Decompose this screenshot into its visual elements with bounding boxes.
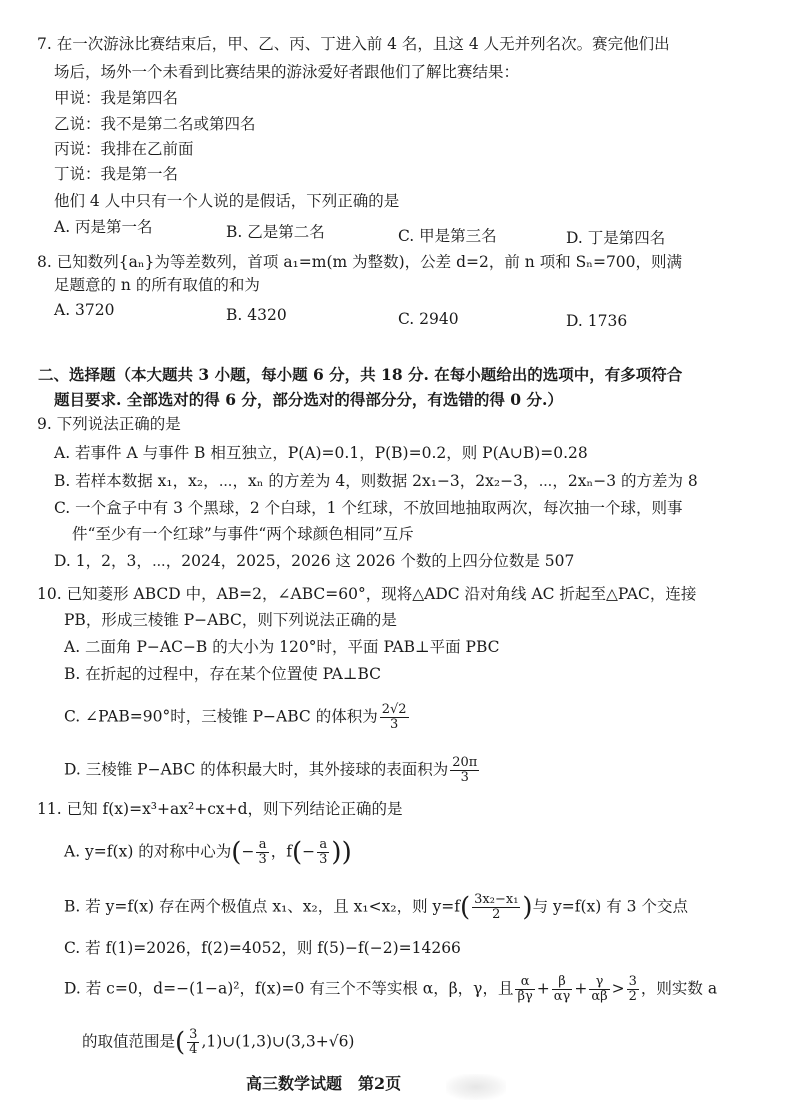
q7-stem-line2: 场后，场外一个未看到比赛结果的游泳爱好者跟他们了解比赛结果： [54,63,520,81]
q10-stem-line2: PB，形成三棱锥 P−ABC，则下列说法正确的是 [64,611,397,629]
q11-option-d-post: ，则实数 a [640,979,718,998]
q11-stem: 11. 已知 f(x)=x³+ax²+cx+d，则下列结论正确的是 [37,800,403,818]
q7-option-b: B. 乙是第二名 [226,223,325,241]
section2-heading-line2: 题目要求. 全部选对的得 6 分，部分选对的得部分分，有选错的得 0 分.） [54,390,563,409]
q7-statement-ding: 丁说：我是第一名 [54,165,179,183]
q11-option-d-line1: D. 若 c=0，d=−(1−a)²，f(x)=0 有三个不等实根 α，β，γ，且 $\frac{\alpha}{\beta\gamma}$ + $\frac{\beta}{\alpha\gamma}$ + $\frac{\gamma}{\alpha\beta}$ > $\frac{3}{2}$ ，则实数 a [64,974,718,1004]
q9-option-c-line1: C. 一个盒子中有 3 个黑球，2 个白球，1 个红球，不放回地抽取两次，每次抽一个球，则事 [54,499,683,517]
q7-statement-jia: 甲说：我是第四名 [54,89,179,107]
q11-option-c: C. 若 f(1)=2026，f(2)=4052，则 f(5)−f(−2)=14266 [64,939,461,957]
q10-option-c [64,703,411,732]
q11-option-a: A. y=f(x) 的对称中心为(− $\frac{a}{3}$ ，f(− $\frac{a}{3}$ )) [64,837,352,868]
right-paren: )) [331,837,352,868]
q7-option-c: C. 甲是第三名 [398,227,497,245]
left-paren: ( [175,1027,186,1058]
q9-option-c-line2: 件“至少有一个红球”与事件“两个球颜色相同”互斥 [72,525,414,543]
q10-option-c-fraction [380,703,409,732]
q8-option-b: B. 4320 [226,306,287,324]
q10-option-d [64,756,481,785]
q11-option-b-text: B. 若 y=f(x) 存在两个极值点 x₁、x₂，且 x₁<x₂，则 y=f [64,897,460,916]
q11-option-d-text: D. 若 c=0，d=−(1−a)²，f(x)=0 有三个不等实根 α，β，γ，且 [64,979,514,998]
q11-option-a-text: A. y=f(x) 的对称中心为 [64,842,232,861]
fraction-numerator: β [552,975,573,990]
fraction-numerator: a [256,838,268,853]
q11-option-d-fraction4 [627,975,639,1004]
left-paren: ( [291,837,303,868]
q9-option-a: A. 若事件 A 与事件 B 相互独立，P(A)=0.1，P(B)=0.2，则 P(A∪B)=0.28 [54,444,588,462]
q10-option-d-fraction [450,756,479,785]
q10-option-c-text: C. ∠PAB=90°时，三棱锥 P−ABC 的体积为 [64,707,378,726]
q7-statement-bing: 丙说：我排在乙前面 [54,140,194,158]
q10-option-a: A. 二面角 P−AC−B 的大小为 120°时，平面 PAB⊥平面 PBC [64,638,500,656]
q9-option-b: B. 若样本数据 x₁，x₂，⋯，xₙ 的方差为 4，则数据 2x₁−3，2x₂−3，⋯，2xₙ−3 的方差为 8 [54,472,698,490]
fraction-denominator: 2 [492,907,501,922]
section2-heading-line1: 二、选择题（本大题共 3 小题，每小题 6 分，共 18 分. 在每小题给出的选项中，有多项符合 [38,365,683,384]
q11-option-b-post: 与 y=f(x) 有 3 个交点 [532,897,688,916]
left-paren: ( [460,892,471,923]
q11-option-d-range-fraction [187,1028,199,1057]
q11-option-a-mid: ，f [270,842,292,861]
fraction-denominator: 3 [319,852,328,867]
q8-option-d: D. 1736 [566,312,628,330]
page-footer: 高三数学试题 第2页 [246,1074,402,1093]
fraction-denominator: 2 [628,989,637,1004]
fraction-denominator: αγ [553,989,571,1004]
fraction-numerator: 3x₂−x₁ [474,892,519,907]
q7-statement-yi: 乙说：我不是第二名或第四名 [54,115,256,133]
q8-stem-line1: 8. 已知数列{aₙ}为等差数列，首项 a₁=m(m 为整数)，公差 d=2，前 n 项和 Sₙ=700，则满 [37,253,683,271]
q9-option-d: D. 1，2，3，⋯，2024，2025，2026 这 2026 个数的上四分位数是 507 [54,552,575,570]
q11-option-d-range-text: 的取值范围是 [82,1032,176,1051]
fraction-denominator: βγ [517,989,533,1004]
q11-option-a-fraction2 [317,838,329,867]
q11-option-d-fraction1 [515,975,534,1004]
q7-option-a: A. 丙是第一名 [54,218,153,236]
q11-option-d-range-post: ,1)∪(1,3)∪(3,3+√6) [201,1032,355,1051]
q8-option-c: C. 2940 [398,310,459,328]
q10-stem-line1: 10. 已知菱形 ABCD 中，AB=2，∠ABC=60°，现将△ADC 沿对角线 AC 折起至△PAC，连接 [37,585,697,603]
fraction-numerator: 3 [628,974,637,989]
fraction-numerator: 3 [189,1027,198,1042]
q8-stem-line2: 足题意的 n 的所有取值的和为 [54,276,260,294]
fraction-denominator: 3 [460,770,469,785]
fraction-denominator: αβ [591,989,608,1004]
fraction-denominator: 4 [189,1042,198,1057]
fraction-numerator: 2√2 [381,702,407,717]
fraction-numerator: γ [589,975,609,990]
right-paren: ) [522,892,533,923]
left-paren: ( [231,837,242,868]
q7-stem-line3: 他们 4 人中只有一个人说的是假话，下列正确的是 [54,192,400,210]
fraction-numerator: 20π [452,755,478,770]
q7-stem-line1: 7. 在一次游泳比赛结束后，甲、乙、丙、丁进入前 4 名，且这 4 人无并列名次。赛完他们出 [37,35,670,53]
fraction-numerator: α [515,975,534,990]
q9-stem: 9. 下列说法正确的是 [37,415,181,433]
q11-option-a-fraction1 [256,838,268,867]
q11-option-d-fraction2 [552,975,573,1004]
q11-option-b [64,893,688,922]
fraction-denominator: 3 [258,852,267,867]
q10-option-b: B. 在折起的过程中，存在某个位置使 PA⊥BC [64,665,381,683]
q8-option-a: A. 3720 [54,301,115,319]
scan-smudge [446,1074,506,1100]
fraction-denominator: 3 [389,717,399,732]
q11-option-d-fraction3 [589,975,609,1004]
fraction-numerator: a [317,838,329,853]
q11-option-d-line2 [82,1028,354,1057]
q11-option-b-fraction [472,893,520,922]
q7-option-d: D. 丁是第四名 [566,229,666,247]
q10-option-d-text: D. 三棱锥 P−ABC 的体积最大时，其外接球的表面积为 [64,760,449,779]
